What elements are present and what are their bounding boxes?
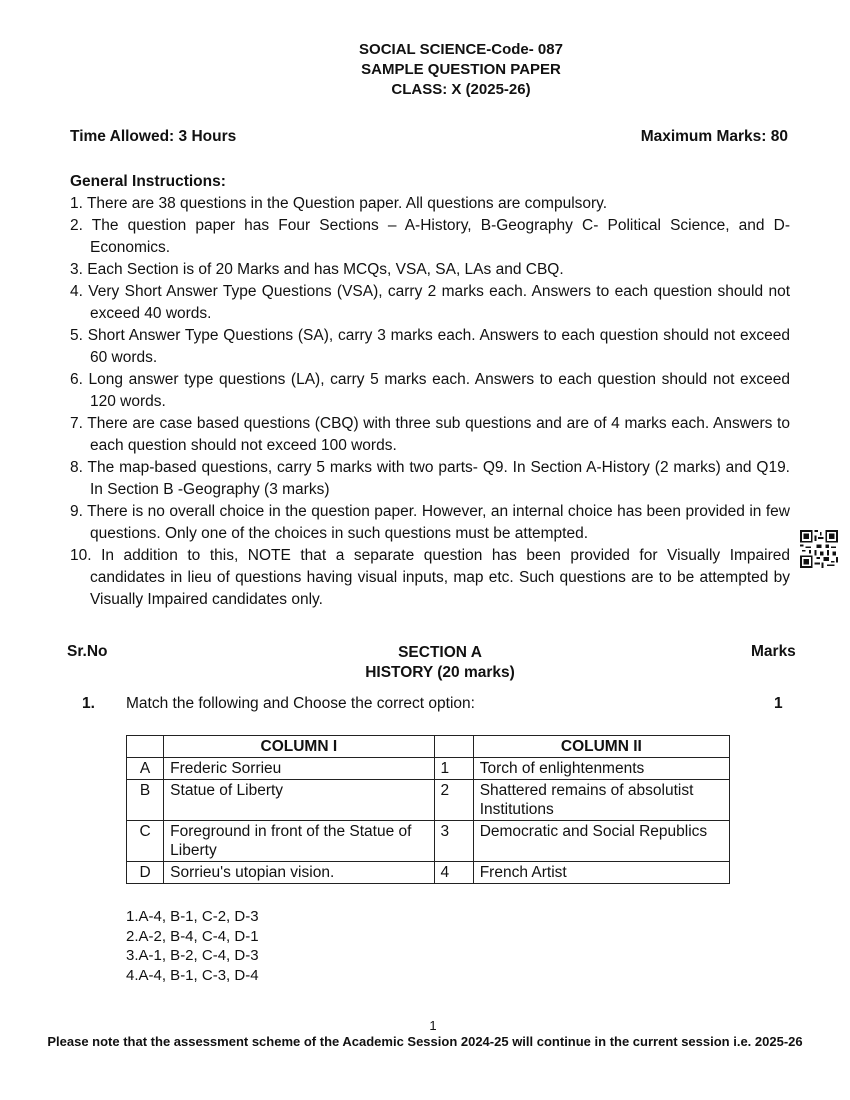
answer-option: 1.A-4, B-1, C-2, D-3 bbox=[126, 908, 259, 925]
instruction-item: 5. Short Answer Type Questions (SA), carry 3 marks each. Answers to each question should not exceed 60 words. bbox=[70, 327, 790, 366]
instruction-item: 4. Very Short Answer Type Questions (VSA), carry 2 marks each. Answers to each question should not exceed 40 words. bbox=[70, 283, 790, 322]
section-title: SECTION A bbox=[398, 644, 482, 661]
instructions-list bbox=[70, 193, 790, 611]
qr-code-icon bbox=[800, 530, 838, 568]
row-number: 1 bbox=[434, 758, 473, 780]
answer-option: 3.A-1, B-2, C-4, D-3 bbox=[126, 947, 259, 964]
match-table-header bbox=[127, 736, 730, 758]
section-title-block bbox=[0, 643, 850, 683]
column-2-cell: Torch of enlightenments bbox=[473, 758, 729, 780]
answer-option: 4.A-4, B-1, C-3, D-4 bbox=[126, 966, 259, 984]
match-table bbox=[126, 735, 730, 884]
column-1-cell: Sorrieu's utopian vision. bbox=[164, 862, 434, 884]
paper-type: SAMPLE QUESTION PAPER bbox=[361, 61, 561, 78]
header-blank-cell bbox=[127, 736, 164, 758]
time-allowed: Time Allowed: 3 Hours bbox=[70, 128, 237, 145]
answer-options bbox=[126, 907, 259, 985]
table-row bbox=[127, 821, 730, 862]
marks-column-label: Marks bbox=[751, 643, 796, 660]
row-letter: B bbox=[127, 780, 164, 821]
instruction-item: 2. The question paper has Four Sections – A-History, B-Geography C- Political Science, and D-Economics. bbox=[70, 217, 790, 256]
column-2-cell: Shattered remains of absolutist Institutions bbox=[473, 780, 729, 821]
instruction-item: 3. Each Section is of 20 Marks and has MCQs, VSA, SA, LAs and CBQ. bbox=[70, 261, 564, 278]
column-1-cell: Frederic Sorrieu bbox=[164, 758, 434, 780]
row-letter: A bbox=[127, 758, 164, 780]
row-number: 4 bbox=[434, 862, 473, 884]
table-row bbox=[127, 758, 730, 780]
question-number: 1. bbox=[82, 695, 95, 712]
paper-header bbox=[0, 40, 850, 100]
column-1-cell: Foreground in front of the Statue of Liberty bbox=[164, 821, 434, 862]
instruction-item: 10. In addition to this, NOTE that a separate question has been provided for Visually Impaired candidates in lieu of questions having visual inputs, map etc. Such questions are to be attempted by Visually Impaired candidates only. bbox=[70, 547, 790, 608]
row-letter: D bbox=[127, 862, 164, 884]
subject-title: SOCIAL SCIENCE-Code- 087 bbox=[359, 41, 563, 58]
row-number: 3 bbox=[434, 821, 473, 862]
instruction-item: 1. There are 38 questions in the Question paper. All questions are compulsory. bbox=[70, 195, 608, 212]
header-blank-cell bbox=[434, 736, 473, 758]
instruction-item: 9. There is no overall choice in the question paper. However, an internal choice has been provided in few questions. Only one of the choices in such questions must be attempted. bbox=[70, 503, 790, 542]
section-subtitle: HISTORY (20 marks) bbox=[365, 664, 515, 681]
srno-column-label: Sr.No bbox=[67, 643, 108, 660]
column-2-header: COLUMN II bbox=[473, 736, 729, 758]
column-2-cell: French Artist bbox=[473, 862, 729, 884]
answer-option: 2.A-2, B-4, C-4, D-1 bbox=[126, 927, 259, 945]
table-row bbox=[127, 780, 730, 821]
instruction-item: 8. The map-based questions, carry 5 marks with two parts- Q9. In Section A-History (2 marks) and Q19. In Section B -Geography (3 marks) bbox=[70, 459, 790, 498]
class-year: CLASS: X (2025-26) bbox=[391, 81, 531, 98]
row-number: 2 bbox=[434, 780, 473, 821]
maximum-marks: Maximum Marks: 80 bbox=[640, 128, 788, 145]
question-text: Match the following and Choose the correct option: bbox=[126, 695, 475, 712]
column-1-header: COLUMN I bbox=[164, 736, 434, 758]
table-row bbox=[127, 862, 730, 884]
instruction-item: 6. Long answer type questions (LA), carry 5 marks each. Answers to each question should not exceed 120 words. bbox=[70, 371, 790, 410]
instruction-item: 7. There are case based questions (CBQ) with three sub questions and are of 4 marks each. Answers to each question should not exceed 100 words. bbox=[70, 415, 790, 454]
column-2-cell: Democratic and Social Republics bbox=[473, 821, 729, 862]
row-letter: C bbox=[127, 821, 164, 862]
footer-note: Please note that the assessment scheme of the Academic Session 2024-25 will continue in the current session i.e. 2025-26 bbox=[47, 1034, 803, 1049]
question-marks: 1 bbox=[774, 695, 783, 712]
paper-meta bbox=[70, 128, 788, 146]
page-number: 1 bbox=[429, 1018, 437, 1033]
general-instructions-title: General Instructions: bbox=[70, 173, 226, 190]
column-1-cell: Statue of Liberty bbox=[164, 780, 434, 821]
